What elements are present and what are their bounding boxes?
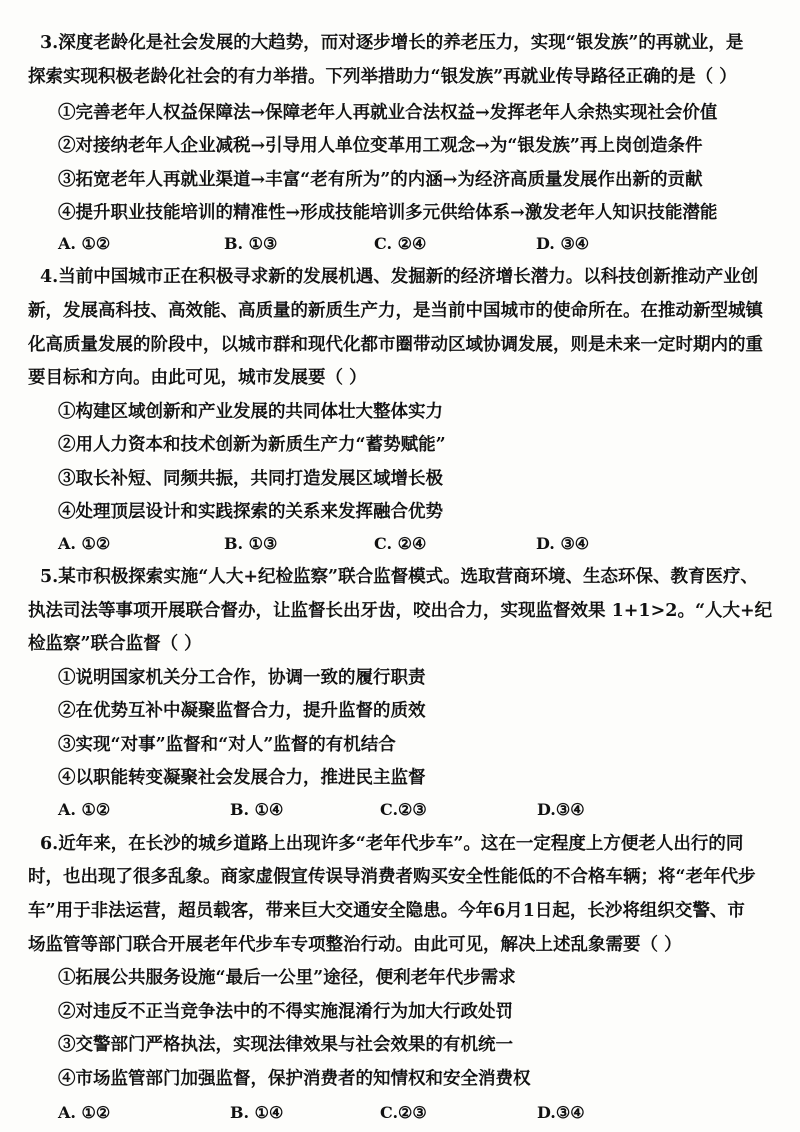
choice-d: D. ③④ [536,534,590,553]
question-stem-line: 4.当前中国城市正在积极寻求新的发展机遇、发掘新的经济增长潜力。以科技创新推动产业创 [40,267,759,287]
option-statement: ②对违反不正当竞争法中的不得实施混淆行为加大行政处罚 [58,1002,513,1022]
question-stem-line: 5.某市积极探索实施“人大+纪检监察”联合监督模式。选取营商环境、生态环保、教育医疗、 [40,567,759,587]
option-statement: ②用人力资本和技术创新为新质生产力“蓄势赋能” [58,435,446,455]
option-statement: ④处理顶层设计和实践探索的关系来发挥融合优势 [58,502,443,522]
choice-b: B. ①④ [230,1103,284,1122]
choice-d: D. ③④ [536,234,590,253]
choice-a: A. ①② [58,234,111,253]
option-statement: ③取长补短、同频共振，共同打造发展区域增长极 [58,469,443,489]
option-statement: ①拓展公共服务设施“最后一公里”途径，便利老年代步需求 [58,968,516,988]
question-stem-line: 场监管等部门联合开展老年代步车专项整治行动。由此可见，解决上述乱象需要（ ） [28,935,682,955]
choice-a: A. ①② [58,534,111,553]
choice-b: B. ①③ [224,234,278,253]
option-statement: ②对接纳老年人企业减税→引导用人单位变革用工观念→为“银发族”再上岗创造条件 [58,136,703,156]
option-statement: ③实现“对事”监督和“对人”监督的有机结合 [58,735,396,755]
choice-c: C.②③ [380,1103,427,1122]
option-statement: ③拓宽老年人再就业渠道→丰富“老有所为”的内涵→为经济高质量发展作出新的贡献 [58,170,703,190]
choice-d: D.③④ [537,800,585,819]
choice-b: B. ①③ [224,534,278,553]
choice-d: D.③④ [537,1103,585,1122]
choice-a: A. ①② [58,1103,111,1122]
choice-a: A. ①② [58,800,111,819]
question-stem-line: 探索实现积极老龄化社会的有力举措。下列举措助力“银发族”再就业传导路径正确的是（ ） [28,67,737,87]
option-statement: ②在优势互补中凝聚监督合力，提升监督的质效 [58,701,426,721]
question-stem-line: 时，也出现了很多乱象。商家虚假宣传误导消费者购买安全性能低的不合格车辆；将“老年代步 [28,867,756,887]
question-stem-line: 检监察”联合监督（ ） [28,634,202,654]
option-statement: ①构建区域创新和产业发展的共同体壮大整体实力 [58,402,443,422]
option-statement: ④市场监管部门加强监督，保护消费者的知情权和安全消费权 [58,1069,531,1089]
option-statement: ④以职能转变凝聚社会发展合力，推进民主监督 [58,768,426,788]
choice-b: B. ①④ [230,800,284,819]
question-stem-line: 化高质量发展的阶段中，以城市群和现代化都市圈带动区域协调发展，则是未来一定时期内的重 [28,335,763,355]
option-statement: ①完善老年人权益保障法→保障老年人再就业合法权益→发挥老年人余热实现社会价值 [58,103,718,123]
question-stem-line: 3.深度老龄化是社会发展的大趋势，而对逐步增长的养老压力，实现“银发族”的再就业，是 [40,33,744,53]
choice-c: C. ②④ [374,234,427,253]
choice-c: C. ②④ [374,534,427,553]
question-stem-line: 车”用于非法运营，超员载客，带来巨大交通安全隐患。今年6月1日起，长沙将组织交警、市 [28,901,745,921]
choice-c: C.②③ [380,800,427,819]
question-stem-line: 新，发展高科技、高效能、高质量的新质生产力，是当前中国城市的使命所在。在推动新型城镇 [28,301,763,321]
option-statement: ①说明国家机关分工合作，协调一致的履行职责 [58,668,426,688]
option-statement: ③交警部门严格执法，实现法律效果与社会效果的有机统一 [58,1035,513,1055]
option-statement: ④提升职业技能培训的精准性→形成技能培训多元供给体系→激发老年人知识技能潜能 [58,203,718,223]
question-stem-line: 执法司法等事项开展联合督办，让监督长出牙齿，咬出合力，实现监督效果 1+1>2。“人大+纪 [28,601,773,621]
question-stem-line: 6.近年来，在长沙的城乡道路上出现许多“老年代步车”。这在一定程度上方便老人出行的同 [40,834,744,854]
question-stem-line: 要目标和方向。由此可见，城市发展要（ ） [28,368,367,388]
